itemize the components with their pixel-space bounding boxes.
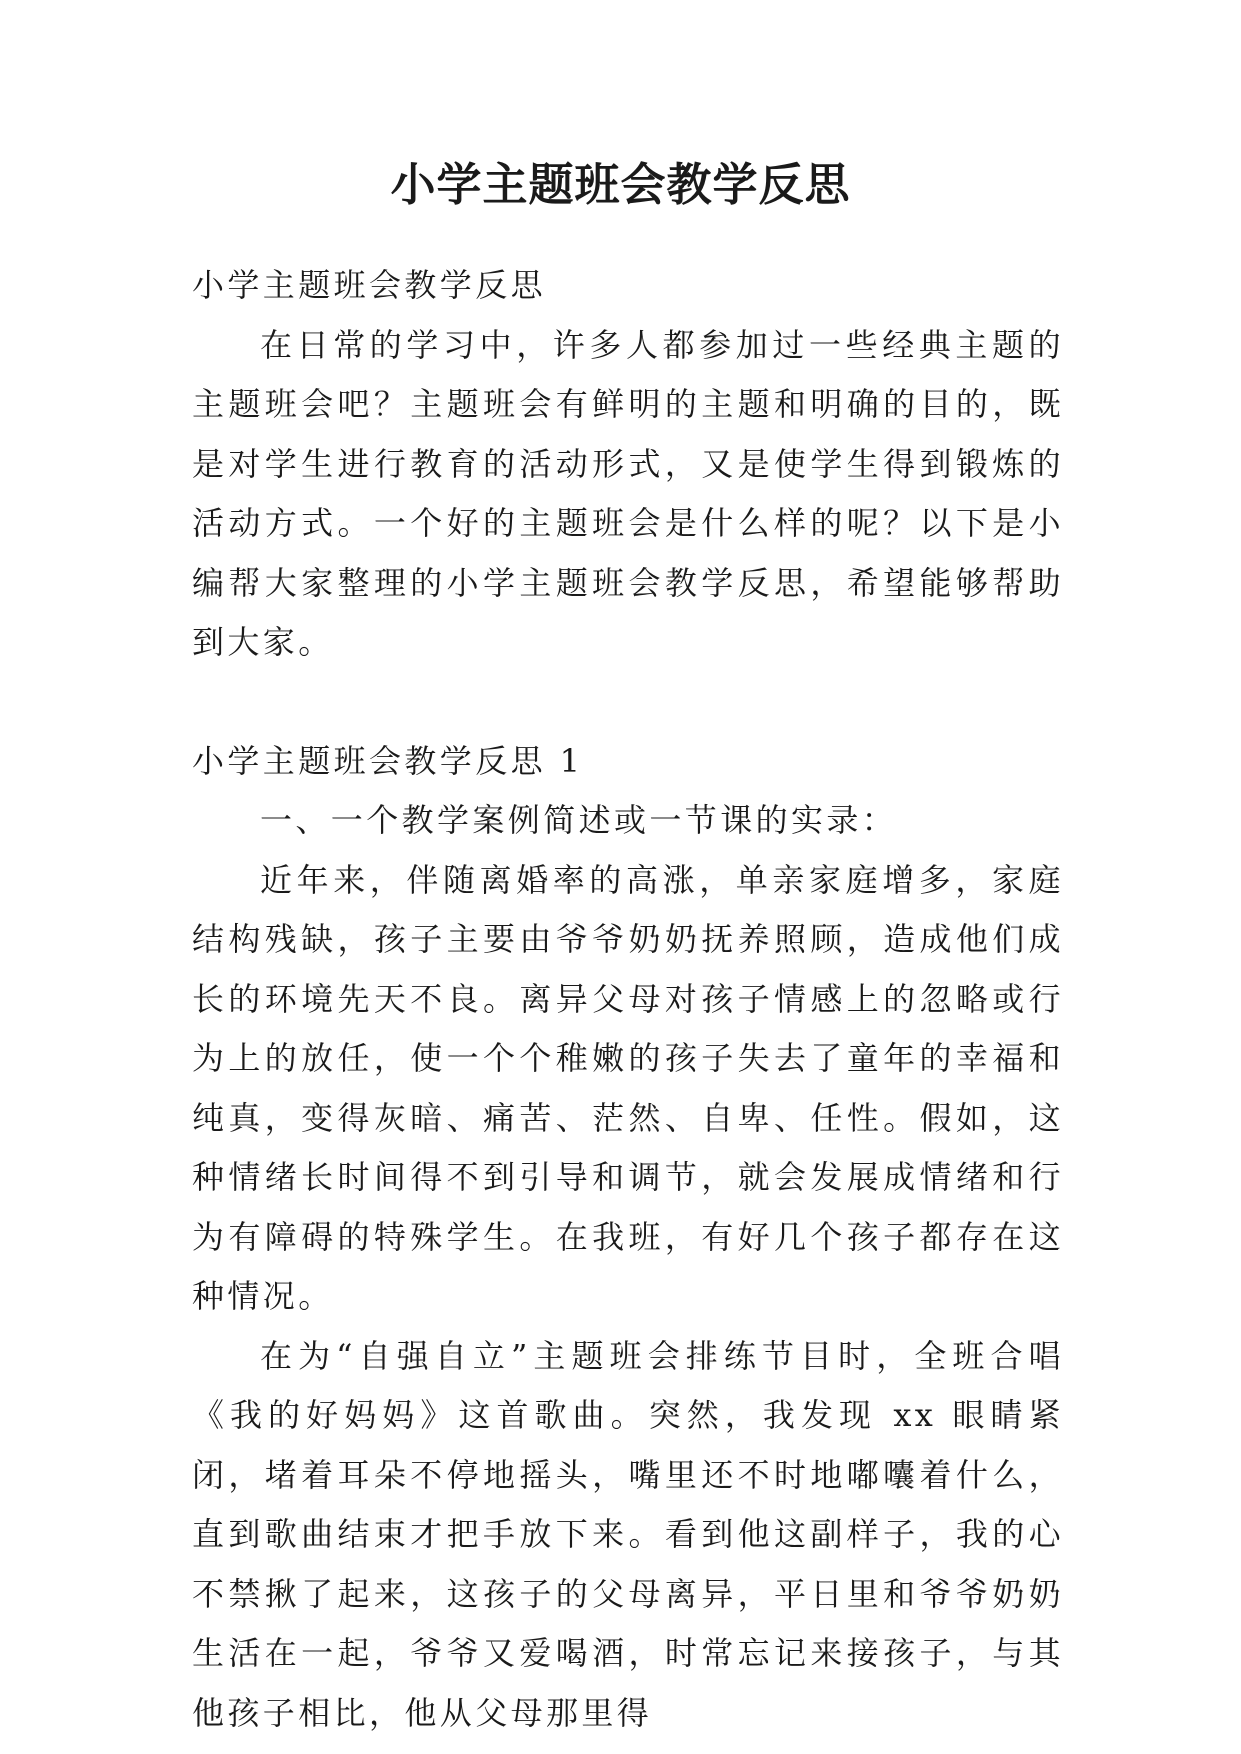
paragraph: 一、一个教学案例简述或一节课的实录： [260, 801, 898, 839]
section-heading: 小学主题班会教学反思 1 [192, 741, 584, 780]
section-heading: 小学主题班会教学反思 [192, 266, 547, 304]
paragraph: 近年来，伴随离婚率的高涨，单亲家庭增多，家庭结构残缺，孩子主要由爷爷奶奶抚养照顾，造成他们成长的环境先天不良。离异父母对孩子情感上的忽略或行为上的放任，使一个个稚嫩的孩子失去了童年的幸福和纯真，变得灰暗、痛苦、茫然、自卑、任性。假如，这种情绪长时间得不到引导和调节，就会发展成情绪和行为有障碍的特殊学生。在我班，有好几个孩子都存在这种情况。 [192, 860, 1064, 1315]
document-body [192, 256, 1064, 1743]
paragraph: 在日常的学习中，许多人都参加过一些经典主题的主题班会吧？主题班会有鲜明的主题和明确的目的，既是对学生进行教育的活动形式，又是使学生得到锻炼的活动方式。一个好的主题班会是什么样的呢？以下是小编帮大家整理的小学主题班会教学反思，希望能够帮助到大家。 [192, 325, 1064, 661]
paragraph: 在为“自强自立”主题班会排练节目时，全班合唱《我的好妈妈》这首歌曲。突然，我发现 xx 眼睛紧闭，堵着耳朵不停地摇头，嘴里还不时地嘟囔着什么，直到歌曲结束才把手放下来。看到他这副样子，我的心不禁揪了起来，这孩子的父母离异，平日里和爷爷奶奶生活在一起，爷爷又爱喝酒，时常忘记来接孩子，与其他孩子相比，他从父母那里得 [192, 1336, 1064, 1732]
document-title: 小学主题班会教学反思 [390, 158, 851, 211]
